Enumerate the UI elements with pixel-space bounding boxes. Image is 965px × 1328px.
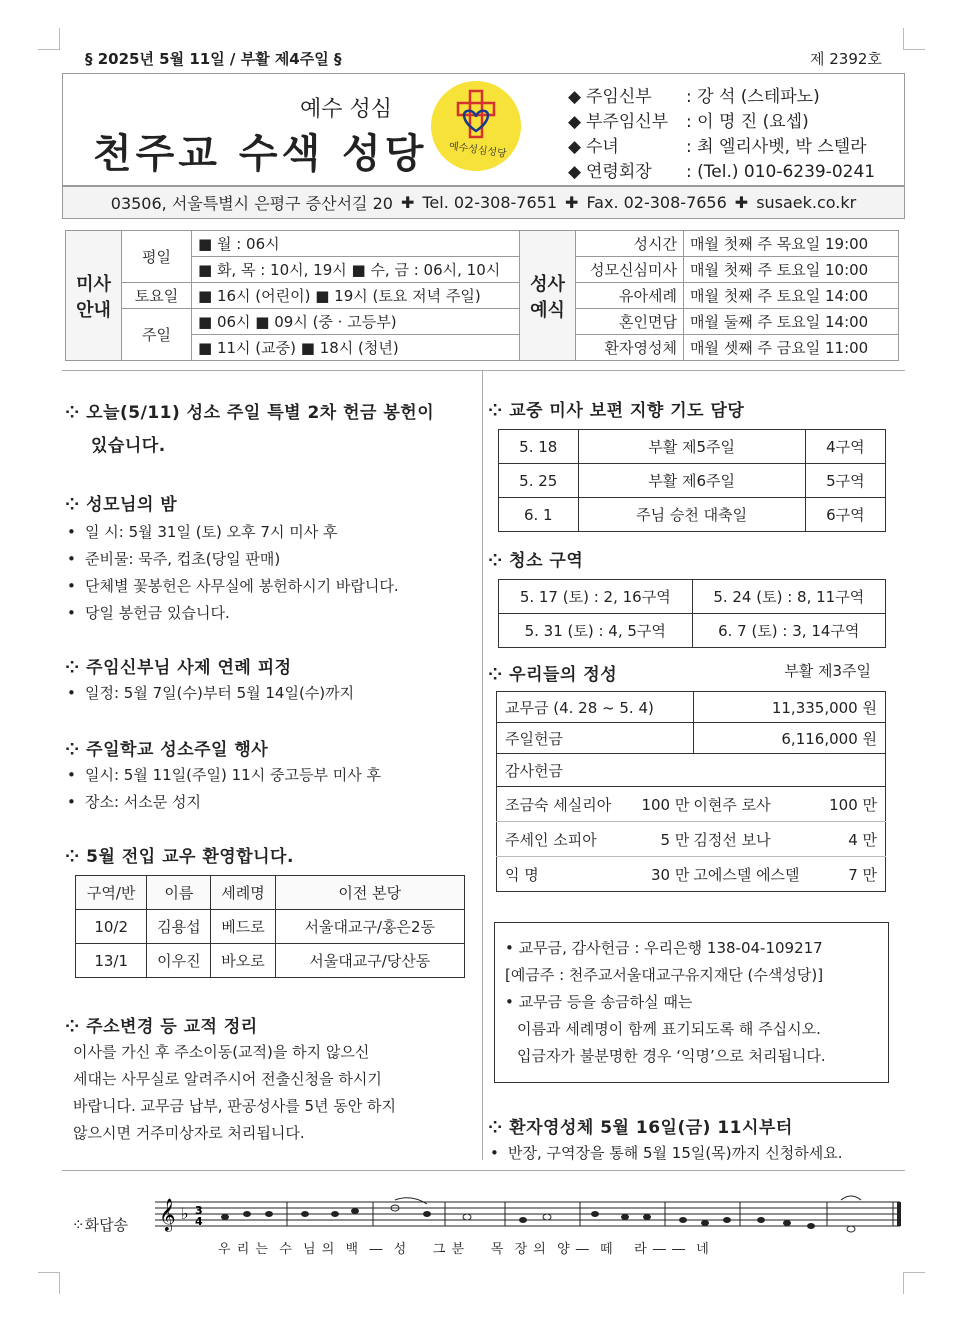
list: • 일정: 5월 7일(수)부터 5월 14일(수)까지 [65, 680, 475, 707]
bank-notice-box: • 교무금, 감사헌금 : 우리은행 138-04-109217 [예금주 : 천주교서울대교구유지재단 (수색성당)] • 교무금 등을 송금하실 때는 이름과 세례명이 함께 표기되도록 해 주십시오. 입금자가 불분명한 경우 ‘익명’으로 처리됩니다. [494, 922, 889, 1083]
section-title: ⁘ 오늘(5/11) 성소 주일 특별 2차 헌금 봉헌이 [65, 403, 435, 423]
list: • 일 시: 5월 31일 (토) 오후 7시 미사 후 • 준비물: 묵주, 컵초(당일 판매) • 단체별 꽃봉헌은 사무실에 봉헌하시기 바랍니다. • 당일 봉헌금 있습니다. [65, 519, 475, 627]
divider [62, 370, 905, 371]
music-staff [155, 1192, 905, 1238]
left-column: ⁘ 오늘(5/11) 성소 주일 특별 2차 헌금 봉헌이 있습니다. ⁘ 성모님의 밤 • 일 시: 5월 31일 (토) 오후 7시 미사 후 • 준비물: 묵주, 컵초(당일 판매) • 단체별 꽃봉헌은 사무실에 봉헌하시기 바랍니다. • 당일 봉헌금 있습니다. ⁘ 주임신부님 사제 연례 피정 • 일정: 5월 7일(수)부터 5월 14일(수)까지 ⁘ 주일학교 성소주일 행사 • 일시: 5월 11일(주일) 11시 중고등부 미사 후 • 장소: 서소문 성지 ⁘ 5월 전입 교우 환영합니다. 구역/반 이름 세례명 이전 본당 10/2 김용섭 베드로 서울대교구/홍은2동 13/1 이우진 바오로 서울대교구/당산동 ⁘ 주소변경 등 교적 정리 이사를 가신 후 주소이동(교적)을 하지 않으신 세대는 사무실로 알려주시어 전출신청을 하시기 바랍니다. 교무금 납부, 판공성사를 5년 동안 하지 않으시면 거주미상자로 처리됩니다. [65, 398, 475, 1147]
offering-header: ⁘ 우리들의 정성 부활 제3주일 [488, 662, 871, 685]
cleaning-table: 5. 17 (토) : 2, 16구역 5. 24 (토) : 8, 11구역 5. 31 (토) : 4, 5구역 6. 7 (토) : 3, 14구역 [498, 579, 886, 648]
section-title: ⁘ 주일학교 성소주일 행사 [65, 740, 269, 760]
lyrics: 우 리 는 수 님 의 백 ― 성 그 분 목 장 의 양 ― 떼 라 ― ― 네 [218, 1242, 710, 1257]
mass-schedule-table: 미사 안내 평일 ■ 월 : 06시 성사 예식 성시간 매월 첫째 주 목요일 19:00 ■ 화, 목 : 10시, 19시 ■ 수, 금 : 06시, 10시 성모신심미사 매월 첫째 주 토요일 10:00 토요일 ■ 16시 (어린이) ■ 19시 (토요 저녁 주일) 유아세례 매월 첫째 주 토요일 14:00 주일 ■ 06시 ■ 09시 (중 · 고등부) 혼인면담 매월 둘째 주 토요일 14:00 ■ 11시 (교중) ■ 18시 (청년) 환자영성체 매월 셋째 주 금요일 11:00 [65, 230, 899, 361]
section-title: ⁘ 환자영성체 5월 16일(금) 11시부터 [488, 1118, 793, 1138]
website-link[interactable]: susaek.co.kr [756, 193, 857, 212]
fax: Fax. 02-308-7656 [586, 193, 727, 212]
logo-text: 예수성심성당 [448, 141, 508, 160]
right-column [488, 396, 893, 1167]
section-title: ⁘ 주소변경 등 교적 정리 [65, 1017, 258, 1037]
section-title: ⁘ 성모님의 밤 [65, 495, 178, 515]
staff-row: ◆ 연령회장 : (Tel.) 010-6239-0241 [568, 162, 876, 182]
crop-mark [38, 28, 60, 50]
staff-row: ◆ 주임신부 : 강 석 (스테파노) [568, 87, 820, 107]
paragraph: 이사를 가신 후 주소이동(교적)을 하지 않으신 세대는 사무실로 알려주시어 전출신청을 하시기 바랍니다. 교무금 납부, 판공성사를 5년 동안 하지 않으시면 거주미상자로 처리됩니다. [73, 1043, 396, 1142]
svg-text:♭: ♭ [181, 1204, 189, 1223]
address: 03506, 서울특별시 은평구 증산서길 20 [110, 194, 393, 213]
section-title: ⁘ 교중 미사 보편 지향 기도 담당 [488, 401, 745, 421]
tel: Tel. 02-308-7651 [422, 193, 558, 212]
offering-table: 교무금 (4. 28 ~ 5. 4) 11,335,000 원 주일헌금 6,116,000 원 감사헌금 조금숙 세실리아 100 만 이현주 로사 100 만 주세인 소피아 5 만 김정선 보나 4 만 익 명 30 만 고에스델 에스델 7 만 [496, 691, 886, 892]
issue-date: § 2025년 5월 11일 / 부활 제4주일 § [85, 50, 342, 68]
newcomers-table: 구역/반 이름 세례명 이전 본당 10/2 김용섭 베드로 서울대교구/홍은2동 13/1 이우진 바오로 서울대교구/당산동 [75, 875, 465, 978]
psalm-label: ⁘화답송 [72, 1216, 129, 1234]
mass-label: 미사 안내 [66, 231, 122, 361]
cross-heart-icon [431, 81, 521, 171]
crop-mark [38, 1272, 60, 1294]
crop-mark [903, 28, 925, 50]
staff-list [568, 85, 875, 185]
svg-text:𝄞: 𝄞 [159, 1198, 176, 1231]
section-title: ⁘ 주임신부님 사제 연례 피정 [65, 658, 292, 678]
address-bar: 03506, 서울특별시 은평구 증산서길 20 ✚ Tel. 02-308-7651 ✚ Fax. 02-308-7656 ✚ susaek.co.kr [62, 186, 905, 219]
page-title: 천주교 수색 성당 [93, 131, 428, 177]
staff-row: ◆ 수녀 : 최 엘리사벳, 박 스텔라 [568, 137, 867, 157]
issue-number: 제 2392호 [810, 50, 882, 68]
svg-text:4: 4 [195, 1215, 203, 1228]
section-title: ⁘ 청소 구역 [488, 551, 584, 571]
list: • 반장, 구역장을 통해 5월 15일(목)까지 신청하세요. [488, 1140, 893, 1167]
prayer-duty-table: 5. 18 부활 제5주일 4구역 5. 25 부활 제6주일 5구역 6. 1 주님 승천 대축일 6구역 [498, 429, 886, 532]
list: • 일시: 5월 11일(주일) 11시 중고등부 미사 후 • 장소: 서소문 성지 [65, 762, 475, 816]
column-divider [482, 370, 483, 1160]
section-title: ⁘ 5월 전입 교우 환영합니다. [65, 847, 294, 867]
subtitle: 예수 성심 [300, 97, 393, 122]
title-box [62, 73, 905, 186]
sacrament-label: 성사 예식 [520, 231, 576, 361]
divider [62, 1170, 905, 1171]
svg-text:3: 3 [195, 1204, 203, 1217]
church-logo [431, 81, 521, 171]
crop-mark [903, 1272, 925, 1294]
staff-row: ◆ 부주임신부 : 이 명 진 (요셉) [568, 112, 809, 132]
